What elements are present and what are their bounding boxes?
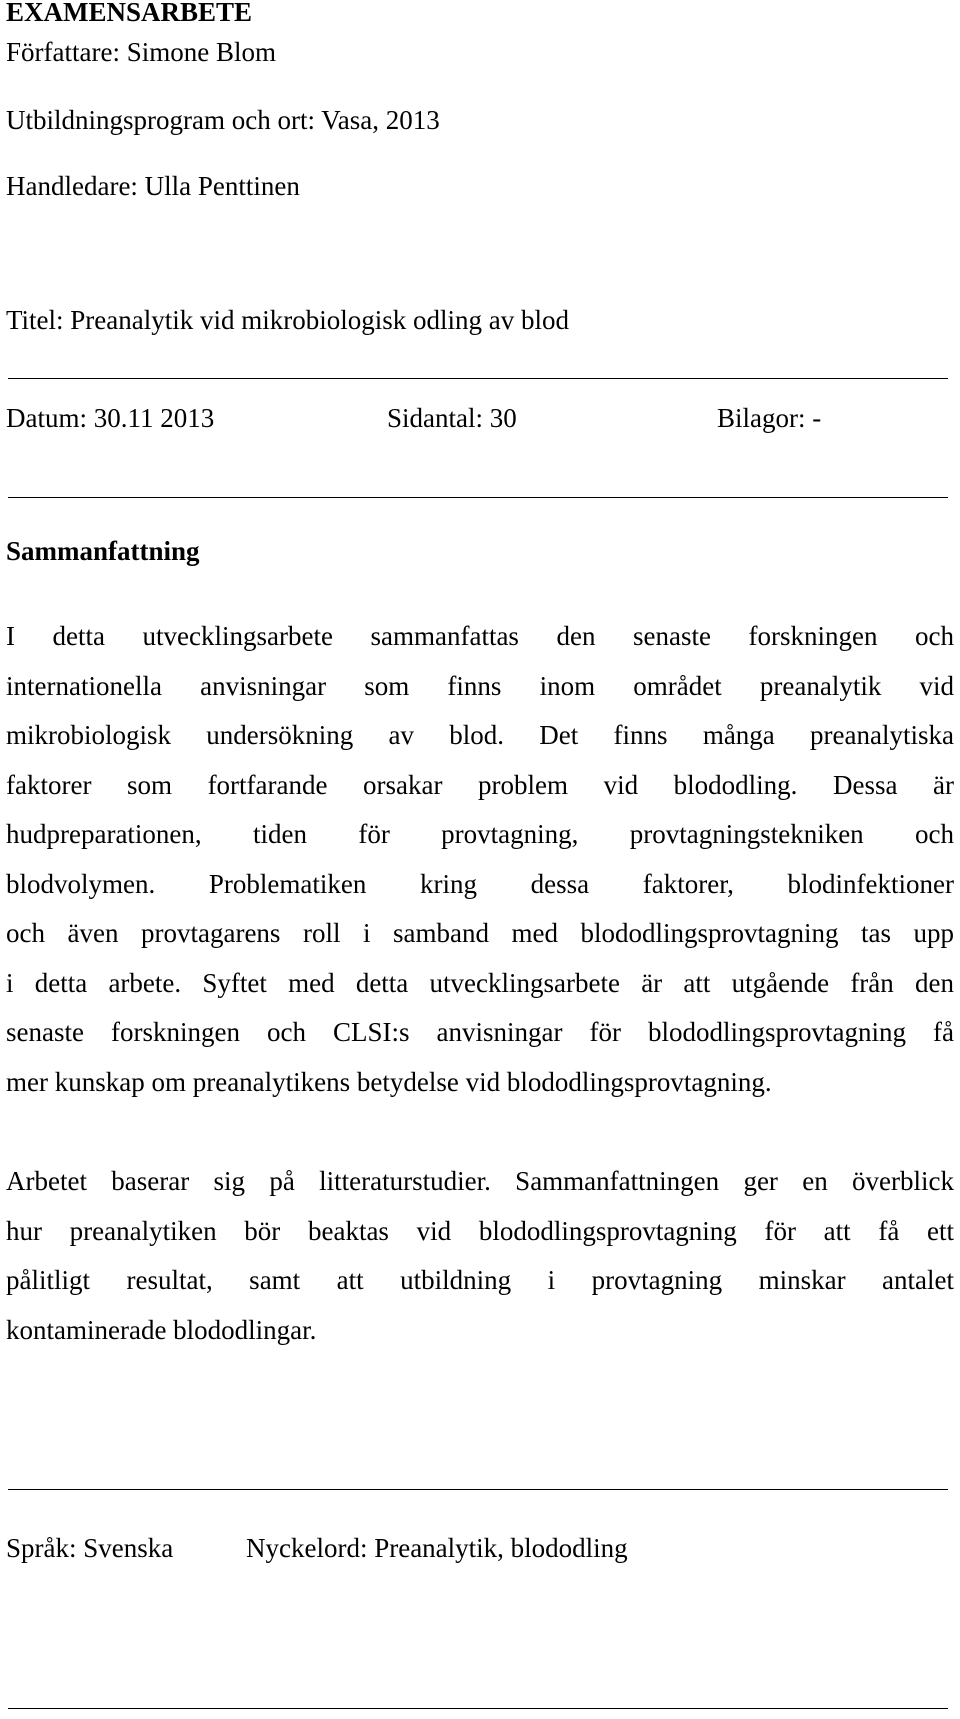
thesis-title-line: Titel: Preanalytik vid mikrobiologisk odling av blod	[6, 305, 569, 335]
paragraph-line: kontaminerade blododlingar.	[6, 1314, 317, 1345]
date-field: Datum: 30.11 2013	[6, 403, 215, 433]
author-line: Författare: Simone Blom	[6, 37, 276, 67]
paragraph-line: senaste forskningen och CLSI:s anvisningar för blododlingsprovtagning få	[6, 1017, 954, 1047]
paragraph-line: i detta arbete. Syftet med detta utvecklingsarbete är att utgående från den	[6, 967, 954, 998]
paragraph-line: pålitligt resultat, samt att utbildning i provtagning minskar antalet	[6, 1265, 954, 1295]
paragraph-line: mikrobiologisk undersökning av blod. Det finns många preanalytiska	[6, 720, 954, 750]
divider-rule	[8, 1489, 948, 1490]
divider-rule	[8, 1708, 948, 1709]
document-heading: EXAMENSARBETE	[6, 0, 253, 27]
paragraph-line: mer kunskap om preanalytikens betydelse vid blododlingsprovtagning.	[6, 1066, 772, 1097]
program-line: Utbildningsprogram och ort: Vasa, 2013	[6, 105, 440, 135]
paragraph-line: internationella anvisningar som finns inom området preanalytik vid	[6, 670, 954, 701]
keywords-field: Nyckelord: Preanalytik, blododling	[246, 1533, 628, 1563]
paragraph-line: Arbetet baserar sig på litteraturstudier. Sammanfattningen ger en överblick	[6, 1166, 954, 1196]
pages-field: Sidantal: 30	[387, 403, 517, 433]
appendices-field: Bilagor: -	[717, 403, 822, 433]
paragraph-line: I detta utvecklingsarbete sammanfattas den senaste forskningen och	[6, 621, 954, 651]
paragraph-line: blodvolymen. Problematiken kring dessa faktorer, blodinfektioner	[6, 868, 954, 899]
summary-heading: Sammanfattning	[6, 536, 200, 566]
divider-rule	[8, 378, 948, 379]
supervisor-line: Handledare: Ulla Penttinen	[6, 171, 300, 201]
paragraph-line: hudpreparationen, tiden för provtagning, provtagningstekniken och	[6, 819, 954, 849]
divider-rule	[8, 497, 948, 498]
language-field: Språk: Svenska	[6, 1533, 174, 1563]
paragraph-line: och även provtagarens roll i samband med blododlingsprovtagning tas upp	[6, 918, 954, 948]
paragraph-line: faktorer som fortfarande orsakar problem vid blododling. Dessa är	[6, 769, 954, 800]
paragraph-line: hur preanalytiken bör beaktas vid blododlingsprovtagning för att få ett	[6, 1215, 954, 1246]
